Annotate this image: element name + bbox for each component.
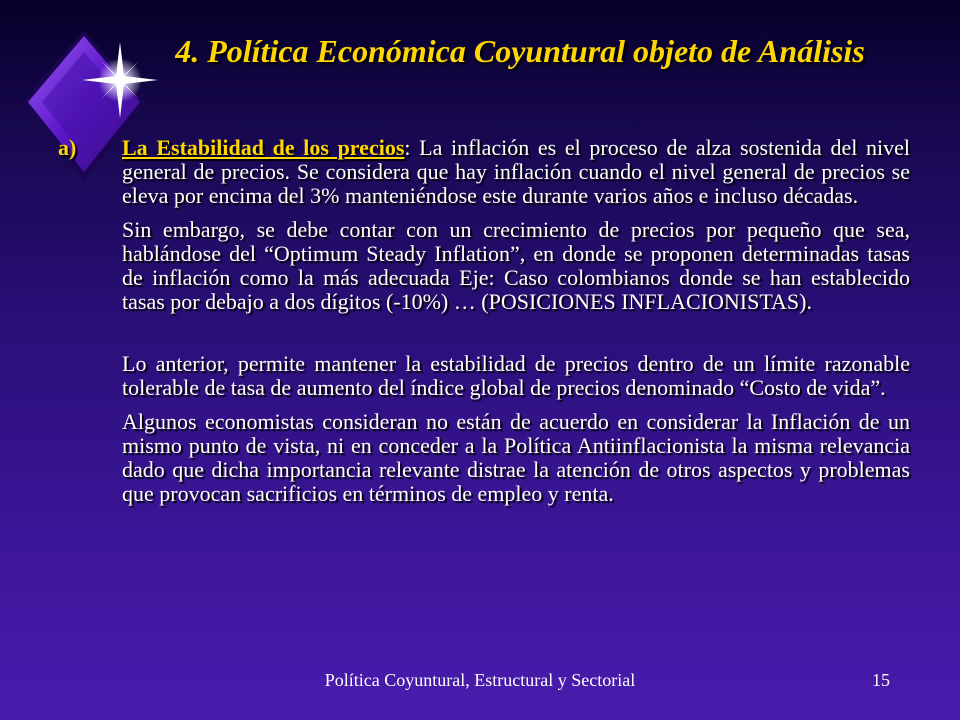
list-marker: a)	[58, 135, 77, 160]
slide-body	[122, 136, 910, 506]
paragraph-optimum-inflation: Sin embargo, se debe contar con un crecimiento de precios por pequeño que sea, hablándose del “Optimum Steady Inflation”, en donde se proponen determinadas tasas de inflación como la más adecuada Eje: Caso colombianos donde se han establecido tasas por debajo a dos dígitos (-10%) … (POSICIONES INFLACIONISTAS).	[122, 217, 910, 314]
lead-colon: :	[404, 135, 411, 160]
page-number: 15	[872, 670, 890, 690]
slide-title: 4. Política Económica Coyuntural objeto de Análisis	[175, 33, 865, 69]
paragraph-cost-of-living: Lo anterior, permite mantener la estabilidad de precios dentro de un límite razonable tolerable de tasa de aumento del índice global de precios denominado “Costo de vida”.	[122, 351, 910, 400]
paragraph1-text: La inflación es el proceso de alza sostenida del nivel general de precios. Se considera que hay inflación cuando el nivel general de precios se eleva por encima del 3% manteniéndose este durante varios años e incluso décadas.	[122, 135, 910, 208]
paragraph-economists: Algunos economistas consideran no están de acuerdo en considerar la Inflación de un mismo punto de vista, ni en conceder a la Política Antiinflacionista la misma relevancia dado que dicha importancia relevante distrae la atención de otros aspectos y problemas que provocan sacrificios en términos de empleo y renta.	[122, 409, 910, 506]
footer-course-title: Política Coyuntural, Estructural y Sectorial	[324, 670, 636, 690]
paragraph-inflation-definition	[122, 136, 910, 208]
lead-term: La Estabilidad de los precios	[122, 135, 405, 160]
